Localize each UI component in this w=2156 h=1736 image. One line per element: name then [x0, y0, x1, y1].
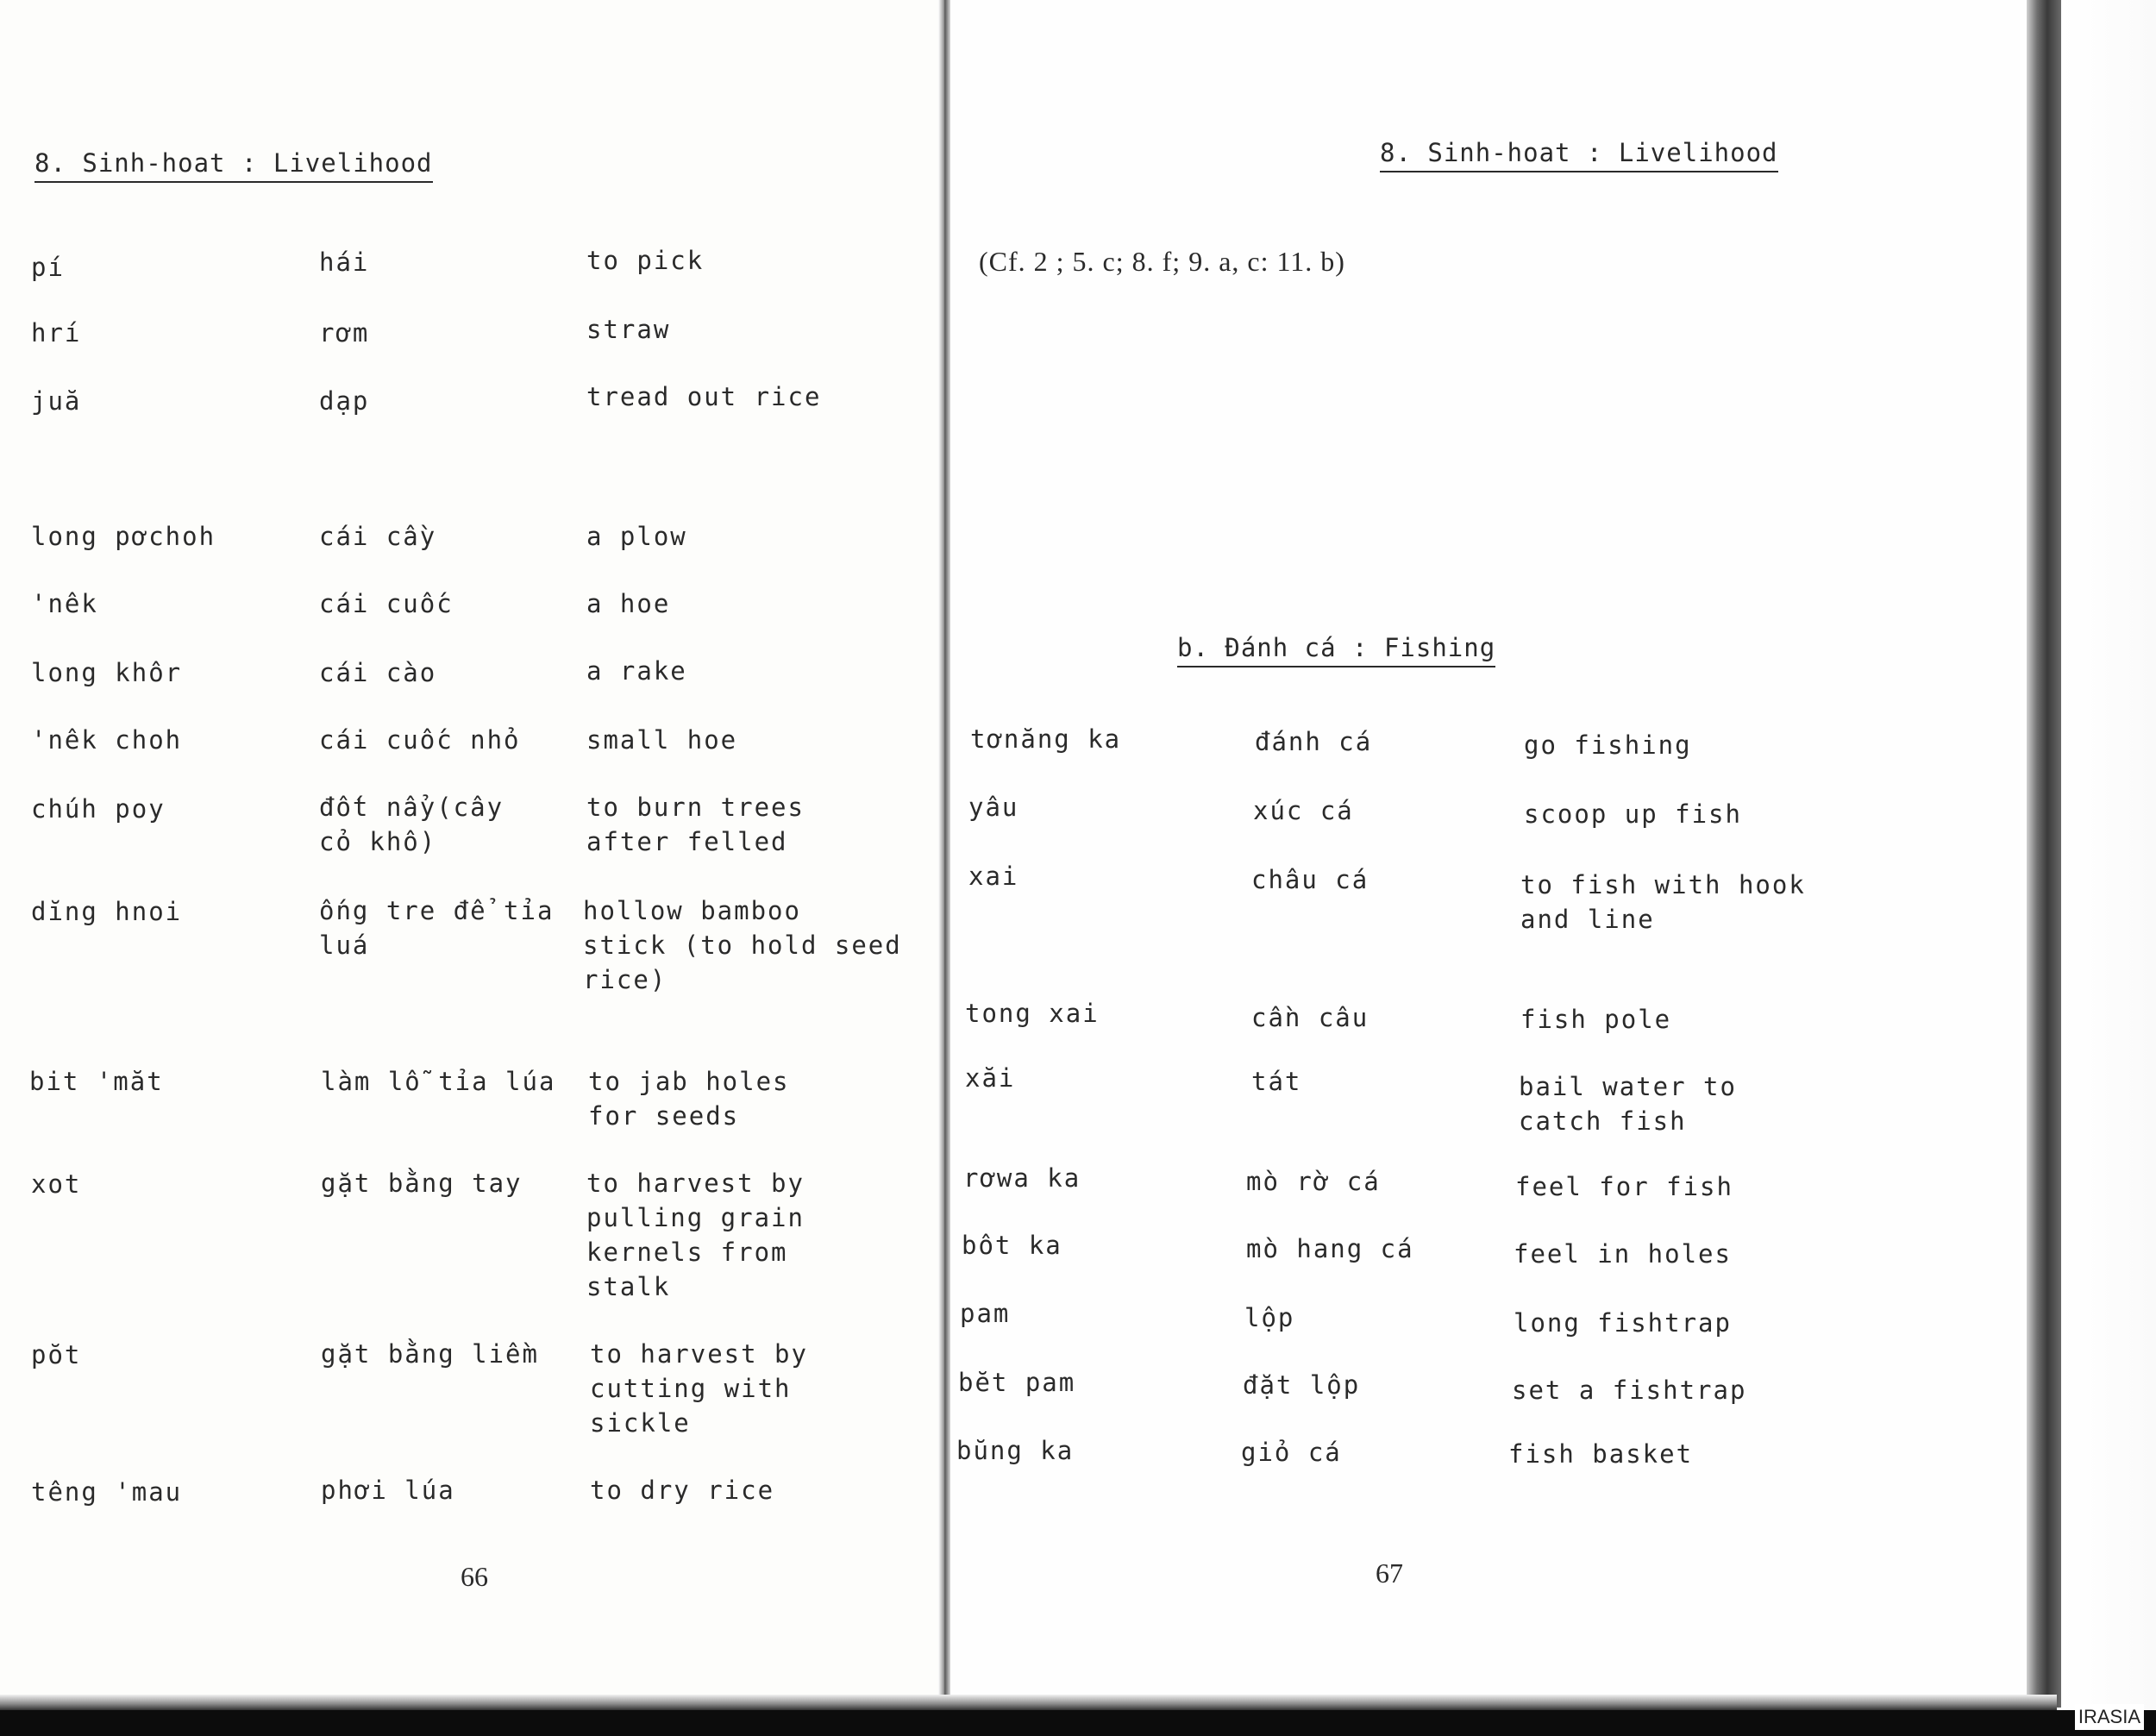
vietnamese: cái cầy	[319, 522, 437, 551]
page-number: 67	[1376, 1557, 1403, 1589]
english: go fishing	[1524, 730, 1692, 760]
term: dĭng hnoi	[31, 897, 183, 926]
term: 'nêk	[31, 589, 98, 618]
vietnamese: dạp	[319, 386, 370, 416]
term: chúh poy	[31, 794, 166, 824]
term: xai	[968, 862, 1019, 891]
watermark-label: IRASIA	[2075, 1704, 2144, 1730]
term: bit 'măt	[29, 1067, 164, 1096]
english: to harvest by cutting with sickle	[590, 1339, 808, 1438]
vietnamese: mò rờ cá	[1246, 1167, 1381, 1196]
english: straw	[586, 315, 671, 344]
term: xăi	[965, 1063, 1016, 1093]
left-page	[0, 0, 944, 1708]
vietnamese: cái cuốc nhỏ	[319, 725, 521, 755]
cross-reference-note: (Cf. 2 ; 5. c; 8. f; 9. a, c: 11. b)	[979, 246, 1345, 277]
term: bôt ka	[962, 1231, 1062, 1260]
vietnamese: ống tre để tỉa luá	[319, 896, 555, 960]
term: long khôr	[31, 658, 183, 687]
term: têng 'mau	[31, 1477, 183, 1507]
term: 'nêk choh	[31, 725, 183, 755]
term: hrí	[31, 318, 82, 348]
vietnamese: cần câu	[1251, 1003, 1369, 1032]
term: long pơchoh	[31, 522, 216, 551]
term: bŭng ka	[956, 1436, 1075, 1465]
english: scoop up fish	[1524, 799, 1742, 829]
term: juă	[31, 386, 82, 416]
term: xot	[31, 1169, 82, 1199]
english: to dry rice	[590, 1476, 775, 1505]
english: tread out rice	[586, 382, 822, 411]
vietnamese: đánh cá	[1255, 727, 1373, 756]
right-page	[944, 0, 2057, 1708]
english: feel for fish	[1515, 1172, 1733, 1201]
term: rơwa ka	[963, 1163, 1081, 1193]
term: pam	[960, 1299, 1011, 1328]
english: to fish with hook and line	[1520, 870, 1806, 934]
vietnamese: lộp	[1244, 1303, 1295, 1332]
english: set a fishtrap	[1512, 1376, 1747, 1405]
english: long fishtrap	[1514, 1308, 1732, 1338]
english: a rake	[586, 656, 687, 686]
scan-margin	[2061, 0, 2156, 1716]
english: a plow	[586, 522, 687, 551]
right-page-heading: 8. Sinh-hoat : Livelihood	[1380, 138, 1778, 172]
vietnamese: làm lỗ tỉa lúa	[321, 1067, 556, 1096]
term: tong xai	[965, 999, 1100, 1028]
english: fish pole	[1520, 1005, 1672, 1034]
term: tơnăng ka	[970, 724, 1122, 754]
english: feel in holes	[1514, 1239, 1732, 1269]
english: a hoe	[586, 589, 671, 618]
english: bail water to catch fish	[1519, 1072, 1737, 1136]
vietnamese: hái	[319, 248, 370, 277]
book-binding-edge	[2027, 0, 2061, 1708]
vietnamese: phơi lúa	[321, 1476, 455, 1505]
page-number: 66	[461, 1561, 488, 1592]
term: pí	[31, 253, 65, 282]
vietnamese: cái cuốc	[319, 589, 454, 618]
term: yâu	[968, 793, 1019, 822]
vietnamese: tát	[1251, 1067, 1302, 1096]
english: hollow bamboo stick (to hold seed rice)	[583, 896, 902, 994]
english: fish basket	[1508, 1439, 1694, 1469]
vietnamese: xúc cá	[1253, 796, 1354, 825]
page-bottom-edge	[0, 1695, 2057, 1710]
vietnamese: mò hang cá	[1246, 1234, 1414, 1263]
vietnamese: đặt lộp	[1243, 1370, 1361, 1400]
english: to burn trees after felled	[586, 793, 805, 856]
term: pŏt	[31, 1340, 82, 1369]
book-gutter	[938, 0, 950, 1716]
section-subheading: b. Đánh cá : Fishing	[1177, 633, 1495, 667]
vietnamese: cái cào	[319, 658, 437, 687]
vietnamese: giỏ cá	[1241, 1438, 1342, 1467]
vietnamese: đốt nẩy(cây cỏ khô)	[319, 793, 505, 856]
english: to pick	[586, 246, 705, 275]
vietnamese: châu cá	[1251, 865, 1369, 894]
vietnamese: gặt bằng liềm	[321, 1339, 539, 1369]
english: to jab holes for seeds	[588, 1067, 790, 1131]
vietnamese: gặt bằng tay	[321, 1169, 523, 1198]
english: to harvest by pulling grain kernels from stalk	[586, 1169, 805, 1301]
term: bĕt pam	[958, 1368, 1076, 1397]
english: small hoe	[586, 725, 738, 755]
vietnamese: rơm	[319, 318, 370, 348]
left-page-heading: 8. Sinh-hoat : Livelihood	[34, 148, 433, 183]
scan-border	[0, 1710, 2156, 1736]
